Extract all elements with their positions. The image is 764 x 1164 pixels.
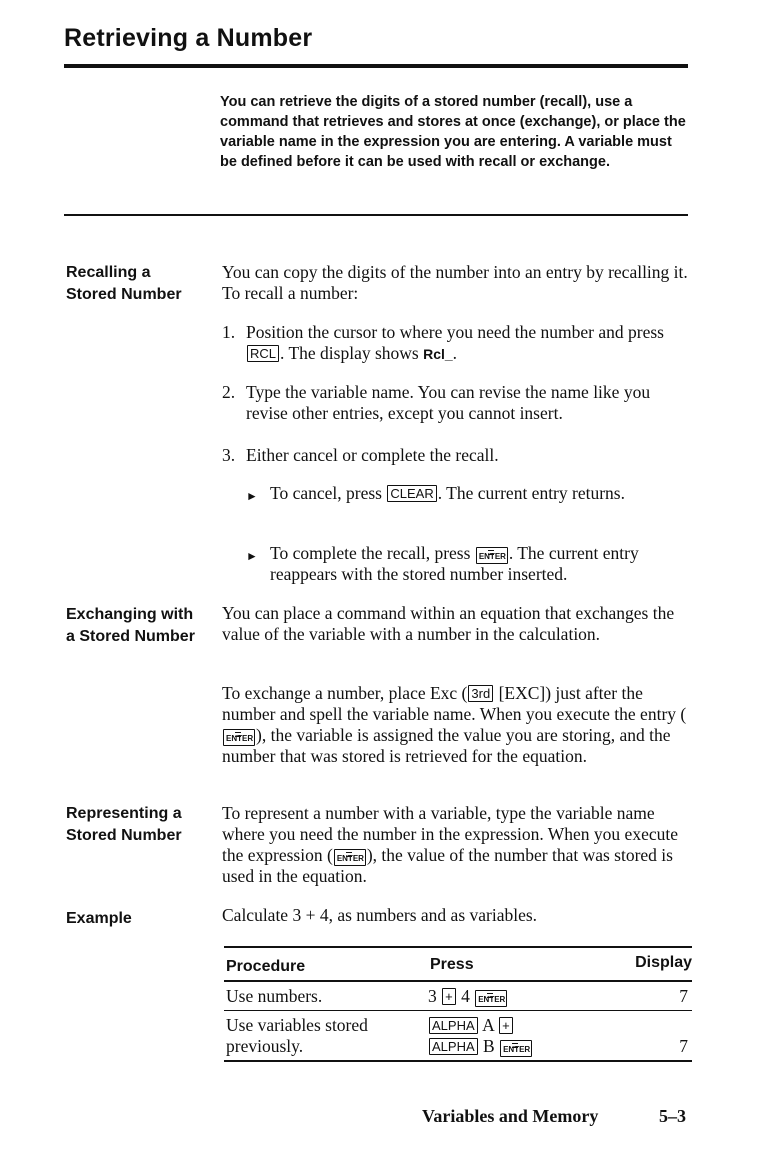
step-3-text: Either cancel or complete the recall. bbox=[246, 445, 499, 465]
bullet-arrow-icon: ► bbox=[246, 489, 258, 503]
exchanging-heading-line2: a Stored Number bbox=[66, 628, 195, 645]
variable-a: A bbox=[482, 1015, 494, 1035]
row1-press bbox=[428, 986, 508, 1007]
variable-b: B bbox=[483, 1036, 495, 1056]
table-header-rule bbox=[224, 980, 692, 982]
display-readout: Rcl_ bbox=[423, 346, 453, 362]
footer-page-number: 5–3 bbox=[659, 1106, 686, 1126]
table-row-rule bbox=[224, 1010, 692, 1011]
step-1-number: 1. bbox=[222, 322, 236, 342]
step-3-number: 3. bbox=[222, 445, 236, 465]
exchanging-heading-line1: Exchanging with bbox=[66, 606, 194, 623]
row2-procedure-line1: Use variables stored bbox=[226, 1015, 368, 1035]
alpha-key: ALPHA bbox=[429, 1038, 478, 1055]
row2-procedure-line2: previously. bbox=[226, 1036, 304, 1056]
alpha-key: ALPHA bbox=[429, 1017, 478, 1034]
bullet-complete bbox=[246, 543, 690, 585]
third-key: 3rd bbox=[468, 685, 493, 702]
recalling-heading-line2: Stored Number bbox=[66, 286, 182, 303]
exchanging-paragraph-2 bbox=[222, 683, 690, 767]
row1-procedure: Use numbers. bbox=[226, 986, 323, 1006]
row2-press-line2 bbox=[428, 1036, 533, 1057]
rcl-key: RCL bbox=[247, 345, 279, 362]
table-top-rule bbox=[224, 946, 692, 948]
exchanging-paragraph-1: You can place a command within an equation that exchanges the value of the variable with a number in the calculation. bbox=[222, 603, 675, 644]
col-procedure: Procedure bbox=[226, 958, 306, 975]
plus-key: + bbox=[499, 1017, 513, 1034]
step-2-text: Type the variable name. You can revise the name like you revise other entries, except you cannot insert. bbox=[246, 382, 651, 423]
step-1-text-c: . bbox=[452, 343, 458, 363]
representing-heading-line1: Representing a bbox=[66, 805, 182, 822]
enter-key-icon: ENTER bbox=[500, 1040, 532, 1057]
row2-procedure bbox=[226, 1015, 368, 1057]
bullet-cancel-text-a: To cancel, press bbox=[270, 483, 382, 503]
representing-text-b: ), the value of the number that was stored is used in the equation. bbox=[222, 845, 673, 886]
row2-press bbox=[428, 1015, 533, 1057]
col-display: Display bbox=[635, 954, 692, 971]
bullet-cancel bbox=[246, 483, 670, 504]
enter-key-icon: ENTER bbox=[223, 729, 255, 746]
clear-key: CLEAR bbox=[387, 485, 436, 502]
row2-display: 7 bbox=[679, 1036, 688, 1056]
bullet-cancel-text-b: . The current entry returns. bbox=[437, 483, 625, 503]
representing-heading-line2: Stored Number bbox=[66, 827, 182, 844]
step-2 bbox=[222, 382, 690, 424]
step-1-text-b: . The display shows bbox=[280, 343, 419, 363]
bullet-arrow-icon: ► bbox=[246, 549, 258, 563]
bullet-complete-text-b: . The current entry reappears with the stored number inserted. bbox=[270, 543, 639, 584]
step-1 bbox=[222, 322, 690, 365]
title-rule bbox=[64, 64, 688, 68]
bullet-complete-text-a: To complete the recall, press bbox=[270, 543, 471, 563]
footer-section-title: Variables and Memory bbox=[422, 1106, 599, 1126]
row1-display: 7 bbox=[679, 986, 688, 1006]
enter-key-icon: ENTER bbox=[475, 990, 507, 1007]
step-1-text: Position the cursor to where you need the number and press bbox=[246, 322, 664, 342]
row1-press-digit-4: 4 bbox=[461, 986, 470, 1006]
enter-key-icon: ENTER bbox=[476, 547, 508, 564]
exchanging-text-a: To exchange a number, place Exc ( bbox=[222, 683, 468, 703]
exchanging-heading bbox=[66, 604, 216, 648]
intro-paragraph: You can retrieve the digits of a stored number (recall), use a command that retrieves and stores at once (exchange), or place the variable name in the expression you are entering. A variable must be defined before it can be used with recall or exchange. bbox=[220, 94, 686, 170]
recalling-heading-line1: Recalling a bbox=[66, 264, 151, 281]
representing-paragraph bbox=[222, 803, 690, 887]
exchanging-text-b: [EXC]) just after the number and spell the variable name. When you execute the entry ( bbox=[222, 683, 687, 724]
representing-heading bbox=[66, 803, 216, 847]
table-bottom-rule bbox=[224, 1060, 692, 1062]
recalling-paragraph: You can copy the digits of the number into an entry by recalling it. To recall a number: bbox=[222, 262, 688, 303]
exchanging-text-c: ), the variable is assigned the value you are storing, and the number that was stored is retrieved for the equation. bbox=[222, 725, 671, 766]
example-heading: Example bbox=[66, 910, 132, 927]
enter-key-icon: ENTER bbox=[334, 849, 366, 866]
page-title: Retrieving a Number bbox=[64, 24, 313, 52]
row2-press-line1 bbox=[428, 1015, 533, 1036]
section-rule bbox=[64, 214, 688, 216]
recalling-heading bbox=[66, 262, 216, 306]
col-press: Press bbox=[430, 956, 474, 973]
step-3 bbox=[222, 445, 690, 466]
example-paragraph: Calculate 3 + 4, as numbers and as variables. bbox=[222, 905, 538, 925]
representing-text-a: To represent a number with a variable, type the variable name where you need the number in the expression. When you execute the expression ( bbox=[222, 803, 678, 865]
step-2-number: 2. bbox=[222, 382, 236, 402]
plus-key: + bbox=[442, 988, 456, 1005]
row1-press-digit-3: 3 bbox=[428, 986, 437, 1006]
